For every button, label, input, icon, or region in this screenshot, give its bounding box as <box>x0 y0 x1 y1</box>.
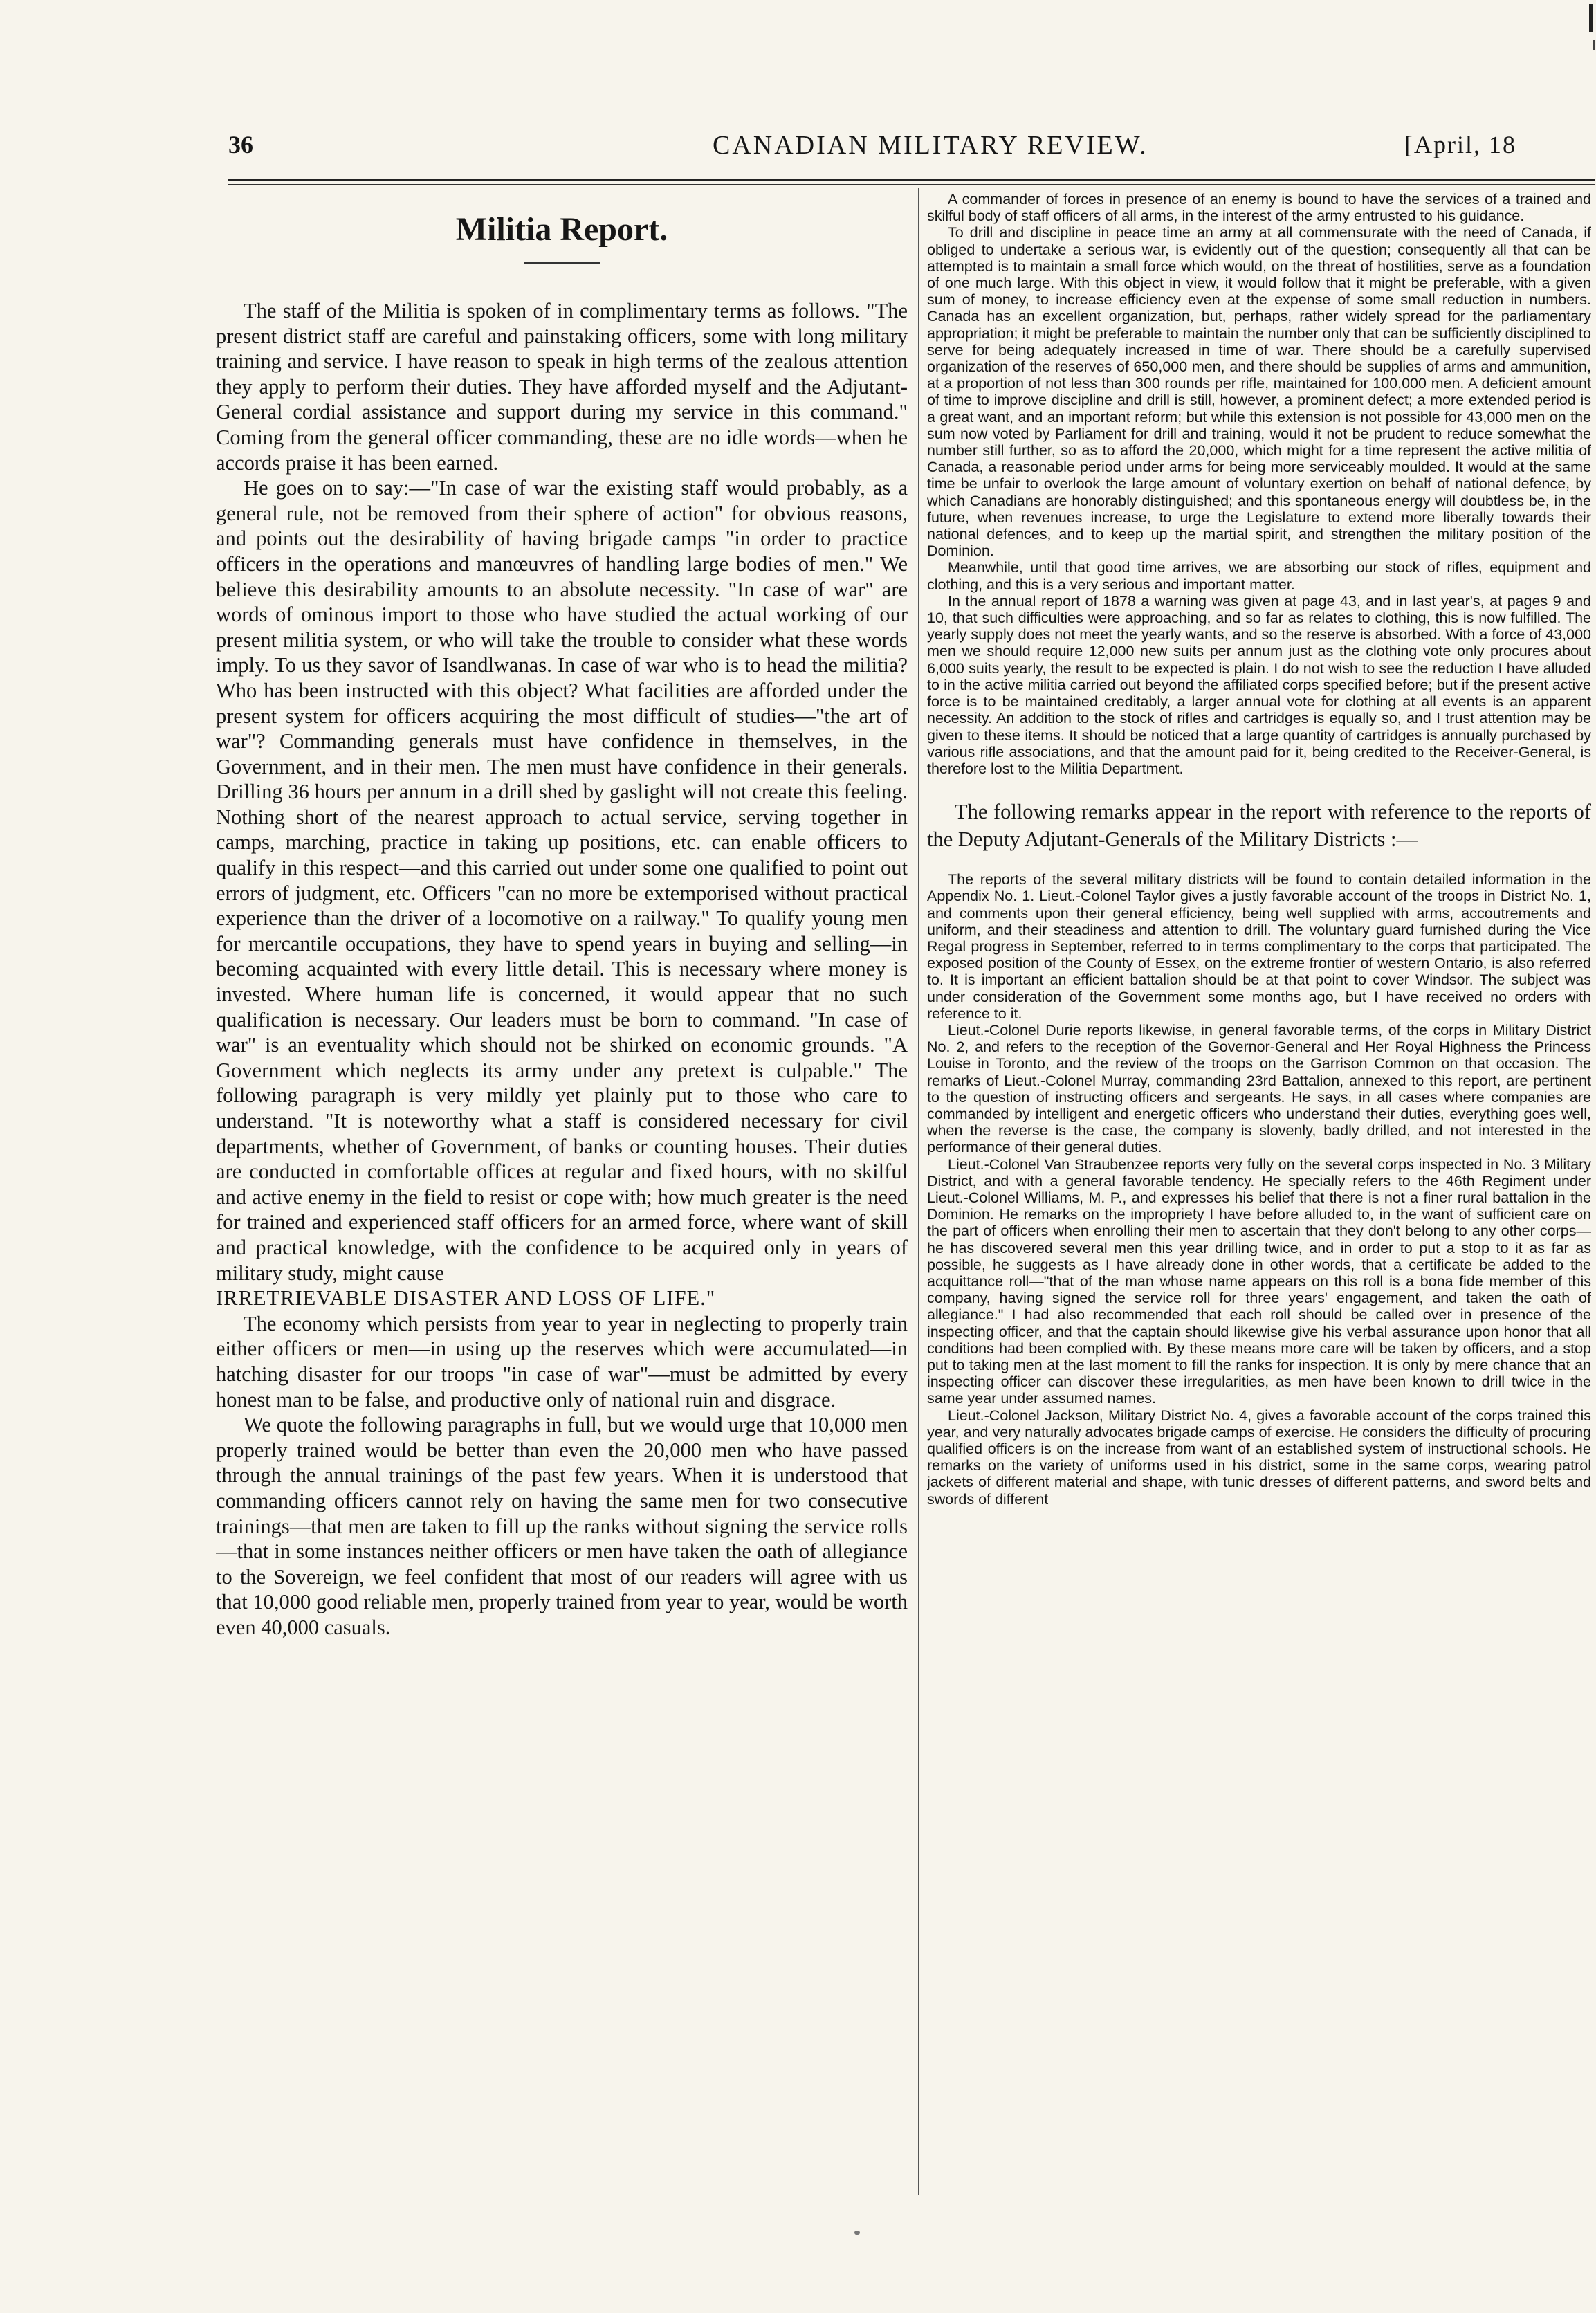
excerpt-paragraph: The reports of the several military districts will be found to contain detailed information in the Appendix No. 1. Lieut.-Colonel Taylor gives a justly favorable account of the troops in District No. 1, and comments upon their general efficiency, being well supplied with arms, accoutrements and uniform, and their steadiness and attention to drill. The voluntary guard furnished during the Vice Regal progress in September, referred to in terms complimentary to the corps that participated. The exposed position of the County of Essex, on the extreme frontier of western Ontario, is also referred to. It is important an efficient battalion should be at that point to cover Windsor. The subject was under consideration of the Government some months ago, but I have received no orders with reference to it. <box>927 871 1591 1022</box>
header-rule <box>228 179 1595 181</box>
subheading: IRRETRIEVABLE DISASTER AND LOSS OF LIFE." <box>216 1286 716 1310</box>
excerpt-paragraph: Lieut.-Colonel Van Straubenzee reports very fully on the several corps inspected in No. 3 Military District, and with a general favorable tendency. He specially refers to the 46th Regiment under Lieut.-Colonel Williams, M. P., and expresses his belief that there is not a finer rural battalion in the Dominion. He remarks on the impropriety I have before alluded to, in the want of sufficient care on the part of officers when enrolling their men to ascertain that they don't belong to any other corps—he has discovered several men this year drilling twice, and in order to put a stop to it as far as possible, he suggests as I have already done in other words, that a certificate be added to the acquittance roll—"that of the man whose name appears on this roll is a bona fide member of this company, having signed the service roll for three years' engagement, and taken the oath of allegiance." I had also recommended that each roll should be called over in presence of the inspecting officer, and that the captain should likewise give his verbal assurance upon honor that all conditions had been complied with. By these means more care will be taken by officers, and a stop put to taking men at the last moment to fill the ranks for inspection. It is only by mere chance that an inspecting officer can discover these irregularities, as men have been known to drill twice in the same year under assumed names. <box>927 1155 1591 1407</box>
scan-edge-mark <box>1593 40 1595 50</box>
excerpt-paragraph: Meanwhile, until that good time arrives, we are absorbing our stock of rifles, equipment and clothing, and this is a very serious and important matter. <box>927 559 1591 593</box>
right-column <box>927 191 1591 2197</box>
body-paragraph: We quote the following paragraphs in full, but we would urge that 10,000 men properly trained would be better than even the 20,000 men who have passed through the annual trainings of the past few years. When it is understood that commanding officers cannot rely on having the same men for two consecutive trainings—that men are taken to fill up the ranks without signing the service rolls—that in some instances neither officers or men have taken the oath of allegiance to the Sovereign, we feel confident that most of our readers will agree with us that 10,000 good reliable men, properly trained from year to year, would be worth even 40,000 casuals. <box>216 1413 908 1639</box>
body-paragraph: The economy which persists from year to year in neglecting to properly train either officers or men—in using up the reserves which were accumulated—in hatching disaster for our troops "in case of war"—must be admitted by every honest man to be false, and productive only of national ruin and disgrace. <box>216 1311 908 1411</box>
report-excerpt <box>927 871 1591 1508</box>
body-paragraph: The following remarks appear in the report with reference to the reports of the Deputy Adjutant-Generals of the Military Districts :— <box>927 800 1591 852</box>
scan-edge-mark <box>1589 4 1593 32</box>
page-header <box>228 130 1595 172</box>
excerpt-paragraph: A commander of forces in presence of an enemy is bound to have the services of a trained and skilful body of staff officers of all arms, in the interest of the army entrusted to his guidance. <box>927 191 1591 225</box>
left-column <box>216 194 908 2214</box>
article-title: Militia Report. <box>455 211 668 248</box>
column-separator <box>918 188 919 2195</box>
body-paragraph: He goes on to say:—"In case of war the existing staff would probably, as a general rule, not be removed from their sphere of action" for obvious reasons, and points out the desirability of having brigade camps "in order to practice officers in the operations and manœuvres of handling large bodies of men." We believe this desirability amounts to an absolute necessity. "In case of war" are words of ominous import to those who have studied the actual working of our present militia system, or who will take the trouble to consider what these words imply. To us they savor of Isandlwanas. In case of war who is to head the militia? Who has been instructed with this object? What facilities are afforded under the present system for officers acquiring the most difficult of studies—"the art of war"? Commanding generals must have confidence in themselves, in the Government, and in their men. The men must have confidence in their generals. Drilling 36 hours per annum in a drill shed by gaslight will not create this feeling. Nothing short of the nearest approach to actual service, serving together in camps, marching, practice in taking up positions, etc. can enable officers to qualify in this respect—and this carried out under some one qualified to point out errors of judgment, etc. Officers "can no more be extemporised without practical experience than the driver of a locomotive on a railway." To qualify young men for mercantile occupations, they have to spend years in buying and selling—in becoming acquainted with every little detail. This is necessary where money is invested. Where human life is concerned, it would appear that no such qualification is necessary. Our leaders must be born to command. "In case of war" is an eventuality which should not be shirked on economic grounds. "A Government which neglects its army under any pretext is culpable." The following paragraph is very mildly yet plainly put to those who care to understand. "It is noteworthy what a staff is considered necessary for civil departments, whether of Government, of banks or counting houses. Their duties are conducted in comfortable offices at regular and fixed hours, with no skilful and active enemy in the field to resist or cope with; how much greater is the need for trained and experienced staff officers for an armed force, where want of skill and practical knowledge, with the confidence to be acquired only in years of military study, might cause <box>216 476 908 1285</box>
issue-date: [April, 18 <box>1404 131 1516 158</box>
scan-speck <box>854 2231 860 2235</box>
excerpt-paragraph: Lieut.-Colonel Jackson, Military District No. 4, gives a favorable account of the corps trained this year, and very naturally advocates brigade camps of exercise. He considers the difficulty of procuring qualified officers is on the increase from want of an established system of instructional schools. He remarks on the variety of uniforms used in his district, some in the same corps, wearing patrol jackets of different material and shape, with tunic dresses of different patterns, and sword belts and swords of different <box>927 1407 1591 1508</box>
header-rule <box>228 184 1595 185</box>
excerpt-paragraph: In the annual report of 1878 a warning was given at page 43, and in last year's, at pages 9 and 10, that such difficulties were approaching, and so far as relates to clothing, this is now fulfilled. The yearly supply does not meet the yearly wants, and so the reserve is absorbed. With a force of 43,000 men we should require 12,000 new suits per annum just as the clothing vote only procures about 6,000 suits yearly, the result to be expected is plain. I do not wish to see the reduction I have alluded to in the active militia carried out beyond the affiliated corps specified before; but if the present active force is to be maintained creditably, a larger annual vote for clothing at all events is an apparent necessity. An addition to the stock of rifles and cartridges is equally so, and I trust attention may be given to these items. It should be noticed that a large quantity of cartridges is annually purchased by various rifle associations, and that the amount paid for it, being credited to the Receiver-General, is therefore lost to the Militia Department. <box>927 592 1591 777</box>
journal-title: CANADIAN MILITARY REVIEW. <box>713 131 1148 160</box>
page-number: 36 <box>228 131 253 158</box>
excerpt-paragraph: Lieut.-Colonel Durie reports likewise, in general favorable terms, of the corps in Military District No. 2, and refers to the reception of the Governor-General and Her Royal Highness the Princess Louise in Toronto, and the review of the troops on the Garrison Common on that occasion. The remarks of Lieut.-Colonel Murray, commanding 23rd Battalion, annexed to this report, are pertinent to the question of instructing officers and sergeants. He says, in all cases where companies are commanded by intelligent and energetic officers who understand their duties, everything goes well, when the reverse is the case, the company is slovenly, badly drilled, and not interested in the performance of their general duties. <box>927 1021 1591 1156</box>
excerpt-paragraph: To drill and discipline in peace time an army at all commensurate with the need of Canada, if obliged to undertake a serious war, is evidently out of the question; consequently all that can be attempted is to maintain a small force which would, on the threat of hostilities, serve as a foundation of one much large. With this object in view, it would follow that it might be preferable, with a given sum of money, to increase efficiency even at the expense of some small reduction in numbers. Canada has an excellent organization, but, perhaps, rather widely spread for the parliamentary appropriation; it might be preferable to maintain the number only that can be sufficiently disciplined to serve for being adequately increased in time of war. There should be a carefully supervised organization of the reserves of 650,000 men, and there should be supplies of arms and ammunition, at a proportion of not less than 300 rounds per rifle, maintained for 100,000 men. A deficient amount of time to improve discipline and drill is still, however, a prominent defect; a more extended period is a great want, and an important reform; but while this extension is not possible for 43,000 men on the sum now voted by Parliament for drill and training, would it not be prudent to reduce somewhat the number still further, so as to afford the 20,000, which might for a time represent the active militia of Canada, a reasonable period under arms for being more serviceably moulded. It would at the same time be unfair to overlook the large amount of voluntary exertion on behalf of national defence, by which Canadians are honorably distinguished; and this spontaneous energy will doubtless be, in the future, when revenues increase, to urge the Legislature to extend more liberally towards their national defences, and to keep up the martial spirit, and strengthen the military position of the Dominion. <box>927 224 1591 560</box>
report-excerpt <box>927 191 1591 777</box>
title-rule <box>524 262 600 264</box>
body-paragraph: The staff of the Militia is spoken of in complimentary terms as follows. "The present district staff are careful and painstaking officers, some with long military training and service. I have reason to speak in high terms of the zealous attention they apply to perform their duties. They have afforded myself and the Adjutant-General cordial assistance and support during my service in this command." Coming from the general officer commanding, these are no idle words—when he accords praise it has been earned. <box>216 299 908 475</box>
